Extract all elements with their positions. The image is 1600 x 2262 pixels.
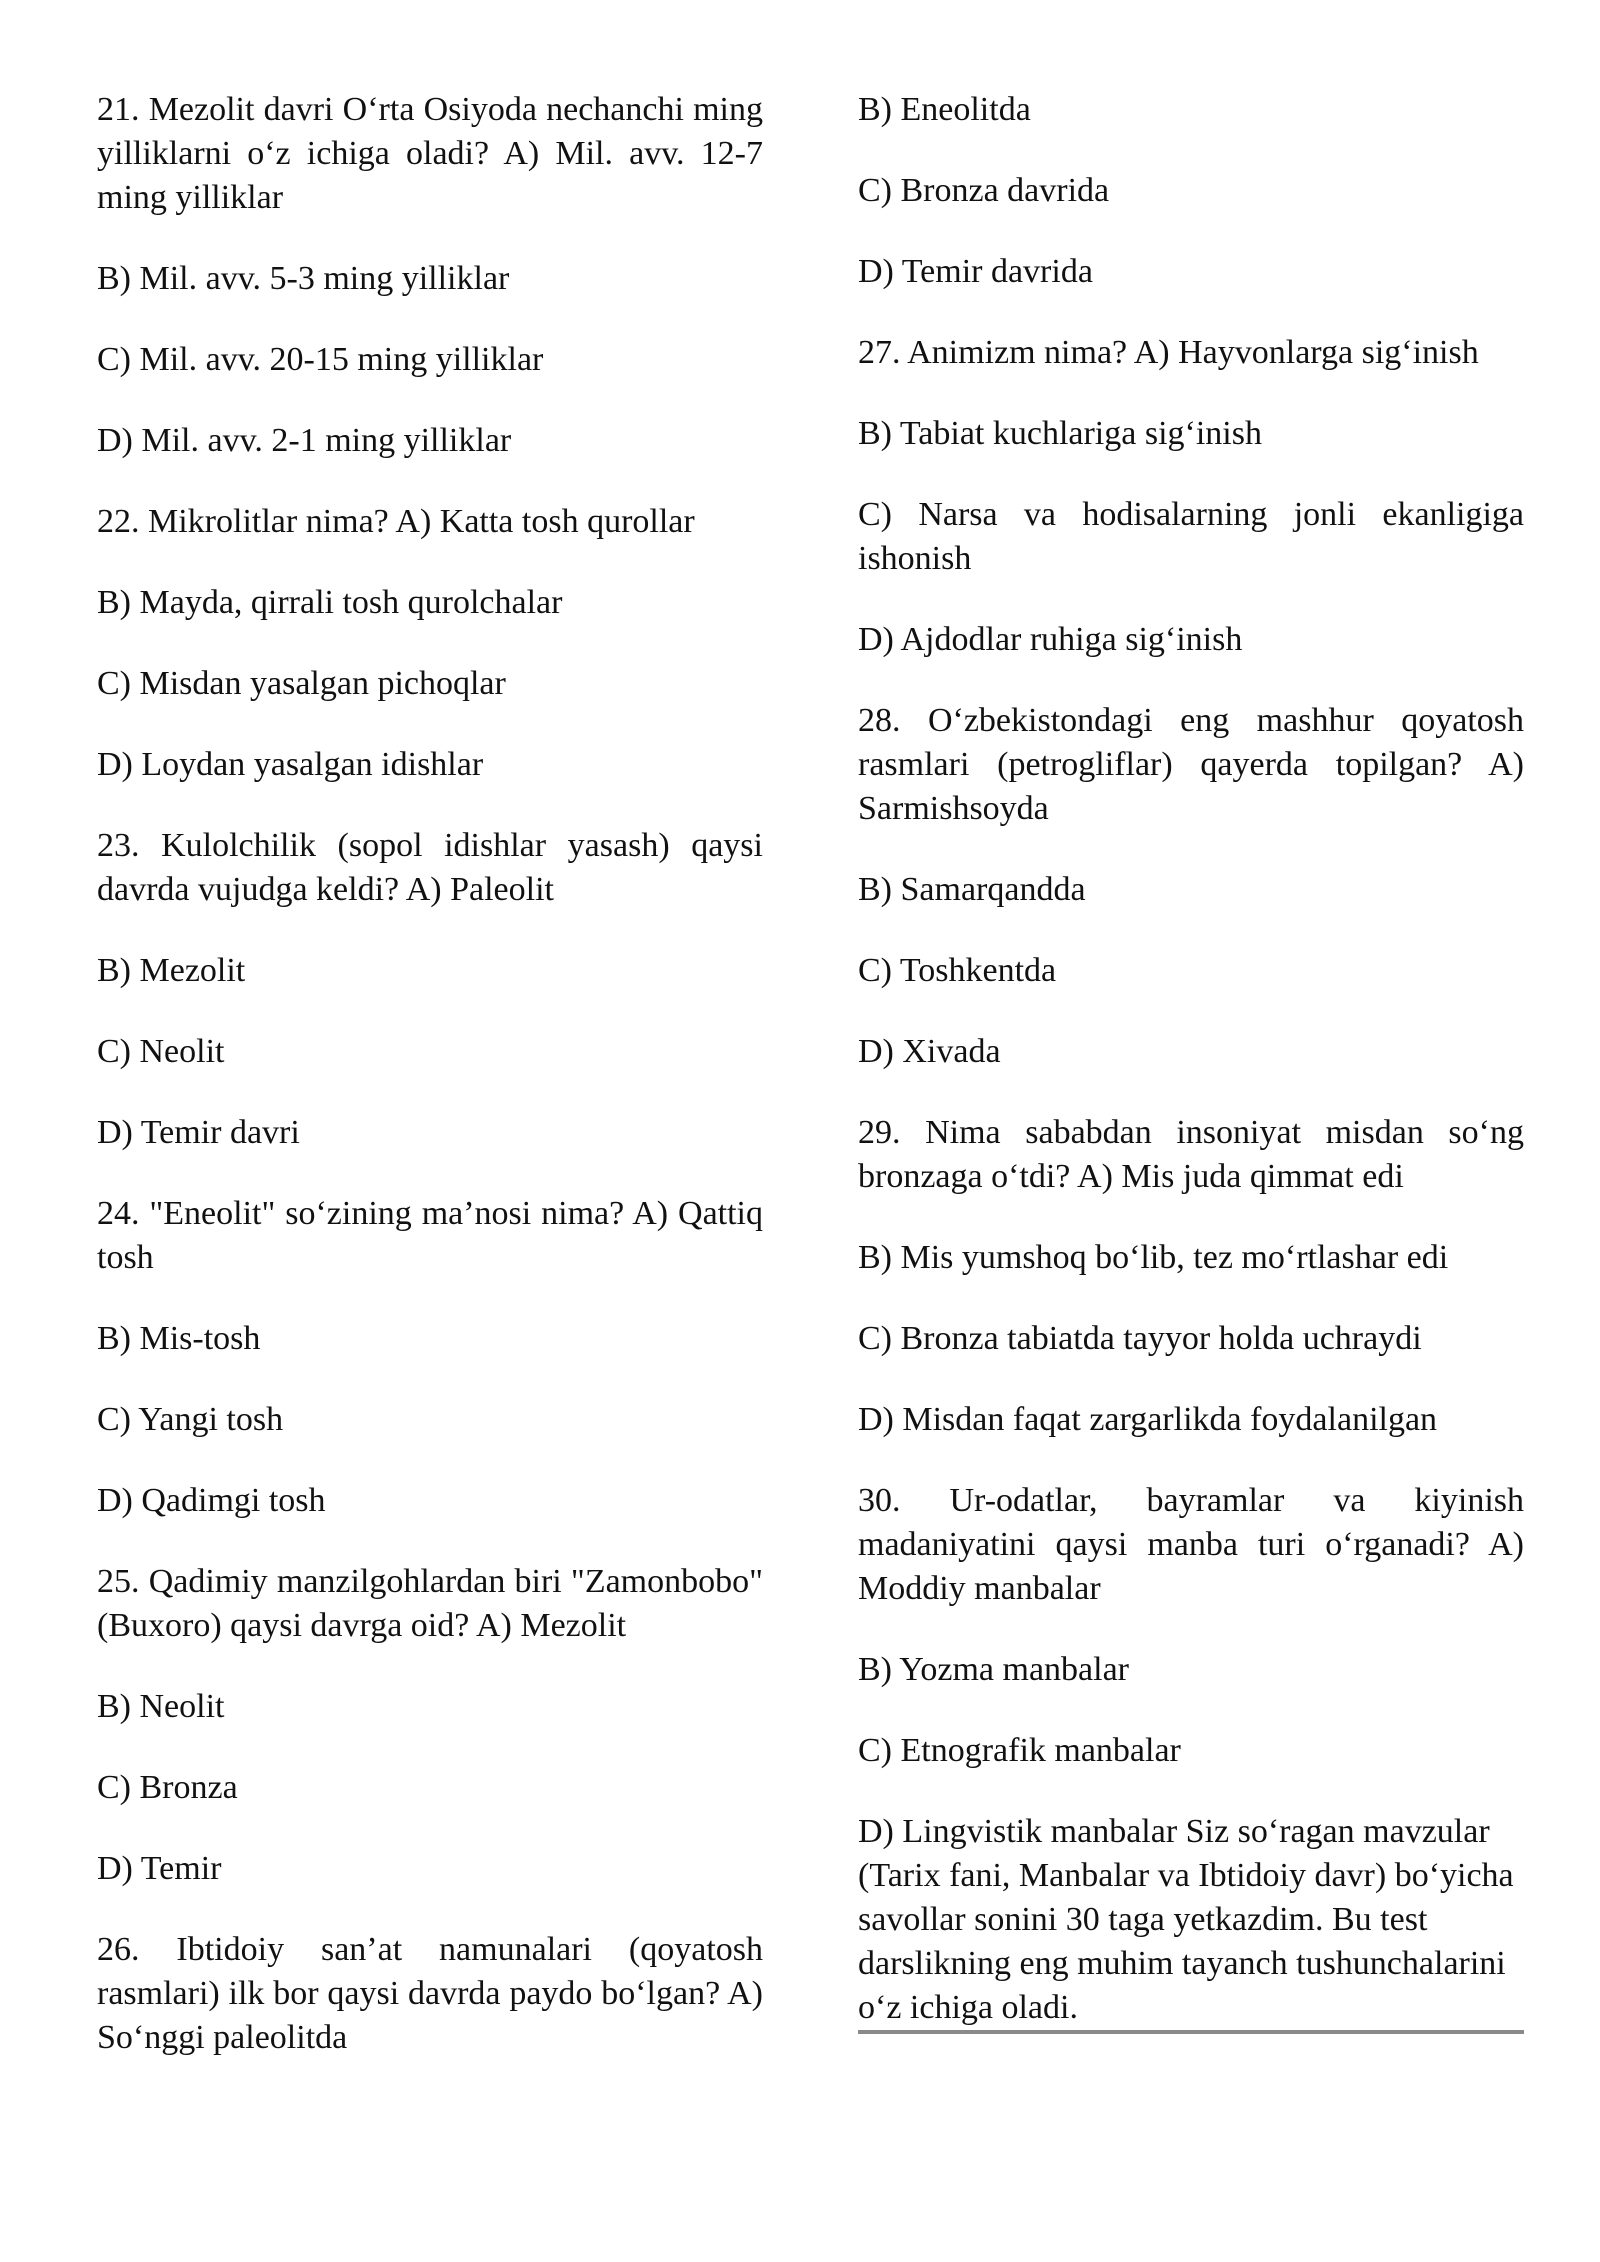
question-29: 29. Nima sababdan insoniyat misdan so‘ng bronzaga o‘tdi? A) Mis juda qimmat edi [858, 1114, 1524, 1195]
question-28: 28. O‘zbekistondagi eng mashhur qoyatosh rasmlari (petrogliflar) qayerda topilgan? A) Sarmishsoyda [858, 702, 1524, 827]
answer-option: B) Mayda, qirrali tosh qurolchalar [97, 584, 563, 621]
answer-option: D) Ajdodlar ruhiga sig‘inish [858, 621, 1243, 658]
answer-option: D) Temir [97, 1850, 222, 1887]
answer-option: D) Xivada [858, 1033, 1001, 1070]
question-22: 22. Mikrolitlar nima? A) Katta tosh qurollar [97, 503, 695, 540]
answer-option: B) Tabiat kuchlariga sig‘inish [858, 415, 1262, 452]
answer-option: C) Bronza tabiatda tayyor holda uchraydi [858, 1320, 1422, 1357]
answer-option: B) Samarqandda [858, 871, 1086, 908]
question-25: 25. Qadimiy manzilgohlardan biri "Zamonbobo" (Buxoro) qaysi davrga oid? A) Mezolit [97, 1563, 763, 1644]
answer-option: C) Bronza [97, 1769, 238, 1806]
answer-option: C) Neolit [97, 1033, 225, 1070]
answer-option: B) Mezolit [97, 952, 246, 989]
answer-option: C) Bronza davrida [858, 172, 1110, 209]
answer-option: B) Eneolitda [858, 91, 1031, 128]
answer-option: C) Mil. avv. 20-15 ming yilliklar [97, 341, 544, 378]
answer-option: B) Mis yumshoq bo‘lib, tez mo‘rtlashar edi [858, 1239, 1449, 1276]
answer-option: D) Temir davri [97, 1114, 300, 1151]
left-column [97, 88, 763, 2097]
closing-paragraph: D) Lingvistik manbalar Siz so‘ragan mavzular (Tarix fani, Manbalar va Ibtidoiy davr) bo‘yicha savollar sonini 30 taga yetkazdim. Bu test darslikning eng muhim tayanch tushunchalarini o‘z ichiga oladi. [858, 1813, 1514, 2026]
question-26: 26. Ibtidoiy san’at namunalari (qoyatosh rasmlari) ilk bor qaysi davrda paydo bo‘lgan? A) So‘nggi paleolitda [97, 1931, 763, 2056]
answer-option: D) Mil. avv. 2-1 ming yilliklar [97, 422, 512, 459]
question-30: 30. Ur-odatlar, bayramlar va kiyinish madaniyatini qaysi manba turi o‘rganadi? A) Moddiy manbalar [858, 1482, 1524, 1607]
answer-option: B) Mis-tosh [97, 1320, 261, 1357]
answer-option: C) Toshkentda [858, 952, 1057, 989]
answer-option: B) Neolit [97, 1688, 225, 1725]
answer-option: C) Etnografik manbalar [858, 1732, 1181, 1769]
answer-option: C) Narsa va hodisalarning jonli ekanligiga ishonish [858, 496, 1524, 577]
answer-option: B) Mil. avv. 5-3 ming yilliklar [97, 260, 510, 297]
answer-option: D) Temir davrida [858, 253, 1093, 290]
answer-option: C) Misdan yasalgan pichoqlar [97, 665, 506, 702]
question-24: 24. "Eneolit" so‘zining ma’nosi nima? A) Qattiq tosh [97, 1195, 763, 1276]
answer-option: D) Misdan faqat zargarlikda foydalanilgan [858, 1401, 1438, 1438]
answer-option: D) Loydan yasalgan idishlar [97, 746, 484, 783]
answer-option: C) Yangi tosh [97, 1401, 284, 1438]
right-column [858, 88, 1524, 2034]
answer-option: B) Yozma manbalar [858, 1651, 1130, 1688]
question-21: 21. Mezolit davri O‘rta Osiyoda nechanchi ming yilliklarni o‘z ichiga oladi? A) Mil. avv. 12-7 ming yilliklar [97, 91, 763, 216]
question-27: 27. Animizm nima? A) Hayvonlarga sig‘inish [858, 334, 1479, 371]
question-23: 23. Kulolchilik (sopol idishlar yasash) qaysi davrda vujudga keldi? A) Paleolit [97, 827, 763, 908]
answer-option: D) Qadimgi tosh [97, 1482, 326, 1519]
closing-underline-divider [858, 2030, 1524, 2034]
